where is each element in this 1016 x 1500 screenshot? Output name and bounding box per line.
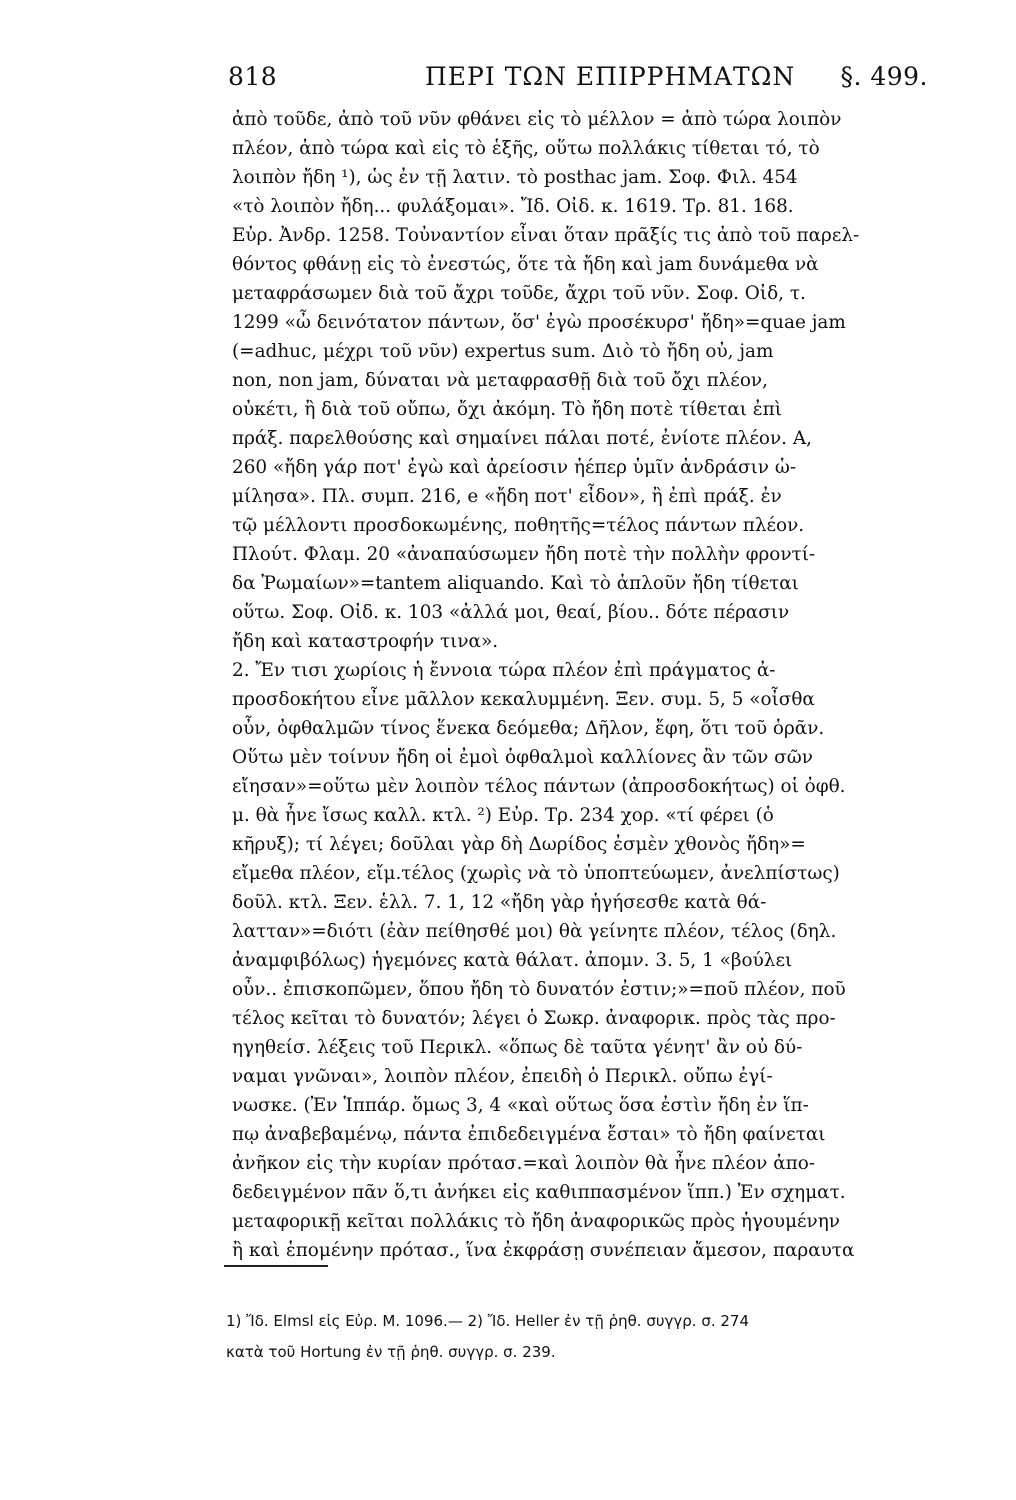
section-number: §. 499. [840, 62, 928, 91]
text-line: 2. Ἔν τισι χωρίοις ἡ ἔννοια τώρα πλέον ἐπὶ πράγματος ἀ- [232, 660, 776, 681]
text-line: Εὐρ. Ἀνδρ. 1258. Τοὐναντίον εἶναι ὅταν πρᾶξίς τις ἀπὸ τοῦ παρελ- [232, 225, 860, 246]
text-line: νωσκε. (Ἐν Ἱππάρ. ὅμως 3, 4 «καὶ οὕτως ὅσα ἐστὶν ἤδη ἐν ἵπ- [232, 1095, 809, 1116]
text-line: ἀνῆκον εἰς τὴν κυρίαν πρότασ.=καὶ λοιπὸν θὰ ἦνε πλέον ἀπο- [232, 1153, 815, 1174]
text-line: πράξ. παρελθούσης καὶ σημαίνει πάλαι ποτέ, ἐνίοτε πλέον. Α, [232, 428, 812, 449]
text-line: ἢ καὶ ἑπομένην πρότασ., ἵνα ἐκφράσῃ συνέπειαν ἄμεσον, παραυτα [232, 1240, 855, 1261]
text-line: πλέον, ἀπὸ τώρα καὶ εἰς τὸ ἑξῆς, οὕτω πολλάκις τίθεται τό, τὸ [232, 138, 820, 159]
text-line: τέλος κεῖται τὸ δυνατόν; λέγει ὁ Σωκρ. ἀναφορικ. πρὸς τὰς προ- [232, 1008, 836, 1029]
text-line: τῷ μέλλοντι προσδοκωμένης, ποθητῆς=τέλος πάντων πλέον. [232, 515, 805, 536]
text-line: ναμαι γνῶναι», λοιπὸν πλέον, ἐπειδὴ ὁ Περικλ. οὔπω ἐγί- [232, 1066, 773, 1087]
text-line: δεδειγμένον πᾶν ὅ,τι ἀνήκει εἰς καθιππασμένον ἵππ.) Ἐν σχηματ. [232, 1182, 846, 1203]
text-line: κῆρυξ); τί λέγει; δοῦλαι γὰρ δὴ Δωρίδος ἐσμὲν χθονὸς ἤδη»= [232, 834, 806, 855]
text-line: ἤδη καὶ καταστροφήν τινα». [232, 631, 499, 652]
text-line: ἀναμφιβόλως) ἡγεμόνες κατὰ θάλατ. ἀπομν. 3. 5, 1 «βούλει [232, 950, 793, 971]
body-text [232, 105, 908, 1265]
text-line: ἀπὸ τοῦδε, ἀπὸ τοῦ νῦν φθάνει εἰς τὸ μέλλον = ἀπὸ τώρα λοιπὸν [232, 109, 842, 130]
text-line: 260 «ἤδη γάρ ποτ' ἐγὼ καὶ ἀρείοσιν ἠέπερ ὑμῖν ἀνδράσιν ὡ- [232, 457, 797, 478]
text-line: 1299 «ὦ δεινότατον πάντων, ὅσ' ἐγὼ προσέκυρσ' ἤδη»=quae jam [232, 312, 846, 333]
text-line: μεταφορικῇ κεῖται πολλάκις τὸ ἤδη ἀναφορικῶς πρὸς ἡγουμένην [232, 1211, 840, 1232]
text-line: εἴησαν»=οὕτω μὲν λοιπὸν τέλος πάντων (ἀπροσδοκήτως) οἱ ὀφθ. [232, 776, 846, 797]
footnote-rule [224, 1265, 328, 1267]
running-header [228, 62, 928, 98]
page-number: 818 [228, 62, 278, 91]
text-line: δα Ῥωμαίων»=tantem aliquando. Καὶ τὸ ἁπλοῦν ἤδη τίθεται [232, 573, 799, 594]
footnote-line: 1) Ἴδ. Elmsl εἰς Εὐρ. Μ. 1096.— 2) Ἴδ. Heller ἐν τῇ ῥηθ. συγγρ. σ. 274 [226, 1312, 750, 1330]
text-line: Πλούτ. Φλαμ. 20 «ἀναπαύσωμεν ἤδη ποτὲ τὴν πολλὴν φροντί- [232, 544, 816, 565]
text-line: μ. θὰ ἦνε ἴσως καλλ. κτλ. ²) Εὐρ. Τρ. 234 χορ. «τί φέρει (ὁ [232, 805, 774, 826]
text-line: θόντος φθάνῃ εἰς τὸ ἐνεστώς, ὅτε τὰ ἤδη καὶ jam δυνάμεθα νὰ [232, 254, 819, 275]
text-line: δοῦλ. κτλ. Ξεν. ἑλλ. 7. 1, 12 «ἤδη γὰρ ἡγήσεσθε κατὰ θά- [232, 892, 767, 913]
text-line: Οὕτω μὲν τοίνυν ἤδη οἱ ἐμοὶ ὀφθαλμοὶ καλλίονες ἂν τῶν σῶν [232, 747, 813, 768]
text-line: μεταφράσωμεν διὰ τοῦ ἄχρι τοῦδε, ἄχρι τοῦ νῦν. Σοφ. Οἰδ, τ. [232, 283, 806, 304]
running-title: ΠΕΡΙ ΤΩΝ ΕΠΙΡΡΗΜΑΤΩΝ [425, 62, 796, 91]
text-line: λοιπὸν ἤδη ¹), ὡς ἐν τῇ λατιν. τὸ posthac jam. Σοφ. Φιλ. 454 [232, 167, 798, 188]
footnote-line: κατὰ τοῦ Hortung ἐν τῇ ῥηθ. συγγρ. σ. 239. [226, 1343, 556, 1361]
text-line: λατταν»=διότι (ἐὰν πείθησθέ μοι) θὰ γείνητε πλέον, τέλος (δηλ. [232, 921, 837, 942]
text-line: «τὸ λοιπὸν ἤδη... φυλάξομαι». Ἴδ. Οἰδ. κ. 1619. Τρ. 81. 168. [232, 196, 794, 217]
text-line: ηγηθείσ. λέξεις τοῦ Περικλ. «ὅπως δὲ ταῦτα γένητ' ἂν οὐ δύ- [232, 1037, 803, 1058]
footnotes [226, 1306, 906, 1368]
text-line: μίλησα». Πλ. συμπ. 216, e «ἤδη ποτ' εἶδον», ἢ ἐπὶ πράξ. ἐν [232, 486, 782, 507]
text-line: εἴμεθα πλέον, εἴμ.τέλος (χωρὶς νὰ τὸ ὑποπτεύωμεν, ἀνελπίστως) [232, 863, 840, 884]
text-line: οὕτω. Σοφ. Οἰδ. κ. 103 «ἀλλά μοι, θεαί, βίου.. δότε πέρασιν [232, 602, 790, 623]
text-line: (=adhuc, μέχρι τοῦ νῦν) expertus sum. Διὸ τὸ ἤδη οὐ, jam [232, 341, 774, 362]
text-line: οὖν, ὀφθαλμῶν τίνος ἕνεκα δεόμεθα; Δῆλον, ἔφη, ὅτι τοῦ ὁρᾶν. [232, 718, 825, 739]
text-line: οὖν.. ἐπισκοπῶμεν, ὅπου ἤδη τὸ δυνατόν ἐστιν;»=ποῦ πλέον, ποῦ [232, 979, 846, 1000]
text-line: προσδοκήτου εἶνε μᾶλλον κεκαλυμμένη. Ξεν. συμ. 5, 5 «οἶσθα [232, 689, 815, 710]
text-line: οὐκέτι, ἢ διὰ τοῦ οὔπω, ὄχι ἀκόμη. Τὸ ἤδη ποτὲ τίθεται ἐπὶ [232, 399, 782, 420]
text-line: πῳ ἀναβεβαμένῳ, πάντα ἐπιδεδειγμένα ἔσται» τὸ ἤδη φαίνεται [232, 1124, 826, 1145]
text-line: non, non jam, δύναται νὰ μεταφρασθῇ διὰ τοῦ ὄχι πλέον, [232, 370, 768, 391]
